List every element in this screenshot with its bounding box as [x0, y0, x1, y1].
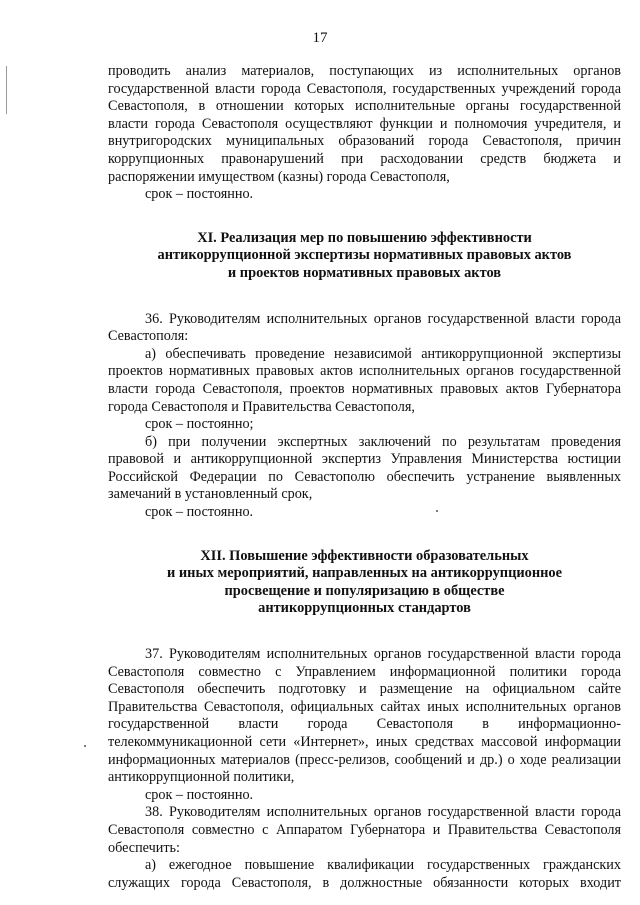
item-38-lead: 38. Руководителям исполнительных органов государственной власти города Севастополя совместно с Аппаратом Губернатора и Правительства Севастополя обеспечить: [108, 804, 621, 856]
page-number: 17 [312, 30, 328, 46]
section-12-heading-line: и иных мероприятий, направленных на антикоррупционное [166, 565, 563, 582]
item-38-a: а) ежегодное повышение квалификации государственных гражданских служащих города Севастополя, в должностные обязанности которых входит [108, 857, 621, 891]
scan-margin-mark [6, 66, 7, 114]
section-12-heading [108, 548, 621, 618]
section-11-heading-line: антикоррупционной экспертизы нормативных правовых актов [157, 247, 572, 264]
section-12-heading-line: просвещение и популяризацию в обществе [224, 582, 505, 599]
intro-deadline: срок – постоянно. [145, 186, 254, 203]
section-12-heading-line: антикоррупционных стандартов [258, 600, 471, 617]
intro-paragraph: проводить анализ материалов, поступающих из исполнительных органов государственной власти города Севастополя, государственных учреждений города Севастополя, в отношении которых исполнительные органы государственной власти города Севастополя осуществляют функции и полномочия учредителя, и внутригородских муниципальных образований города Севастополя, причин коррупционных правонарушений при расходовании средств бюджета и распоряжении имуществом (казны) города Севастополя, [108, 63, 621, 185]
section-11-heading-line: и проектов нормативных правовых актов [227, 264, 502, 281]
item-36-a-deadline: срок – постоянно; [145, 416, 254, 433]
item-37-text: 37. Руководителям исполнительных органов государственной власти города Севастополя совместно с Управлением информационной политики города Севастополя обеспечить подготовку и размещение на официальном сайте Правительства Севастополя, официальных сайтах иных исполнительных органов государственной власти города Севастополя в информационно-телекоммуникационной сети «Интернет», иных средствах массовой информации информационных материалов (пресс-релизов, сообщений и др.) о ходе реализации антикоррупционной политики, [108, 646, 621, 786]
item-36-b: б) при получении экспертных заключений по результатам проведения правовой и антикоррупционной экспертиз Управления Министерства юстиции Российской Федерации по Севастополю обеспечить устранение выявленных замечаний в установленный срок, [108, 433, 621, 503]
section-11-heading-line: XI. Реализация мер по повышению эффективности [197, 229, 532, 246]
document-body [108, 63, 621, 892]
item-36-b-deadline: срок – постоянно. [145, 504, 254, 521]
item-36-lead: 36. Руководителям исполнительных органов государственной власти города Севастополя: [108, 310, 621, 345]
item-36-a: а) обеспечивать проведение независимой антикоррупционной экспертизы проектов нормативных правовых актов исполнительных органов государственной власти города Севастополя, проектов нормативных правовых актов Губернатора города Севастополя и Правительства Севастополя, [108, 345, 621, 415]
scan-speck [84, 745, 86, 747]
section-12-heading-line: XII. Повышение эффективности образовательных [200, 547, 529, 564]
item-37-deadline: срок – постоянно. [145, 786, 254, 803]
section-11-heading [108, 230, 621, 283]
